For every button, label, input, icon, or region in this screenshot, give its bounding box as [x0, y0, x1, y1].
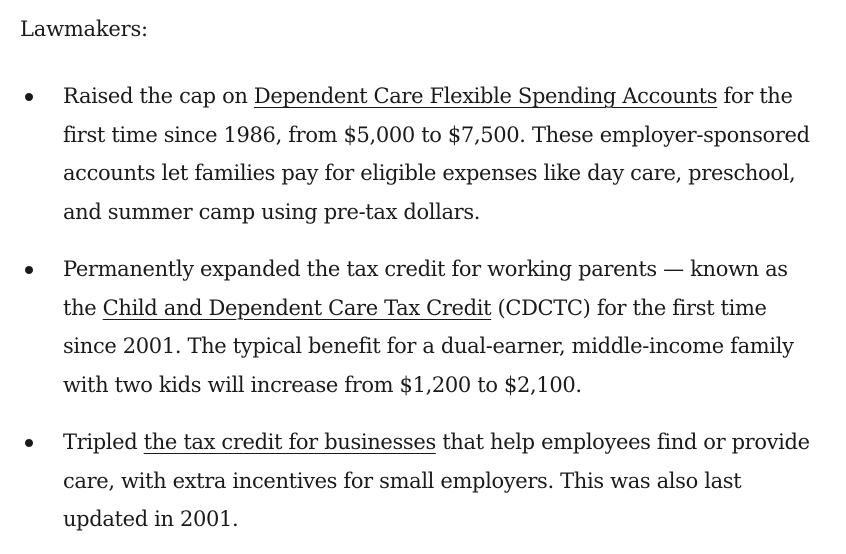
intro-text: Lawmakers:	[20, 17, 148, 41]
bullet-list	[20, 77, 826, 539]
cdctc-link[interactable]: Child and Dependent Care Tax Credit	[102, 295, 492, 320]
item-text-before: Permanently expanded the tax credit for working parents — known as the	[63, 257, 788, 320]
dependent-care-fsa-link[interactable]: Dependent Care Flexible Spending Accounts	[253, 84, 718, 108]
item-text-before: Tripled	[63, 430, 144, 454]
bullet-icon	[25, 93, 33, 101]
bullet-icon	[25, 266, 33, 274]
list-item	[20, 423, 820, 539]
list-item	[20, 77, 820, 231]
item-text-after: for the first time since 1986, from $5,000 to $7,500. These employer-sponsored accounts let families pay for eligible expenses like day care, preschool, and summer camp using pre-tax dollars.	[63, 84, 810, 224]
business-tax-credit-link[interactable]: the tax credit for businesses	[143, 430, 436, 454]
bullet-icon	[25, 439, 33, 447]
item-text-before: Raised the cap on	[63, 84, 254, 108]
list-item	[20, 250, 820, 404]
item-text-after: (CDCTC) for the first time since 2001. The typical benefit for a dual-earner, middle-income family with two kids will increase from $1,200 to $2,100.	[63, 295, 794, 397]
item-text-after: that help employees find or provide care, with extra incentives for small employers. This was also last updated in 2001.	[63, 430, 810, 531]
